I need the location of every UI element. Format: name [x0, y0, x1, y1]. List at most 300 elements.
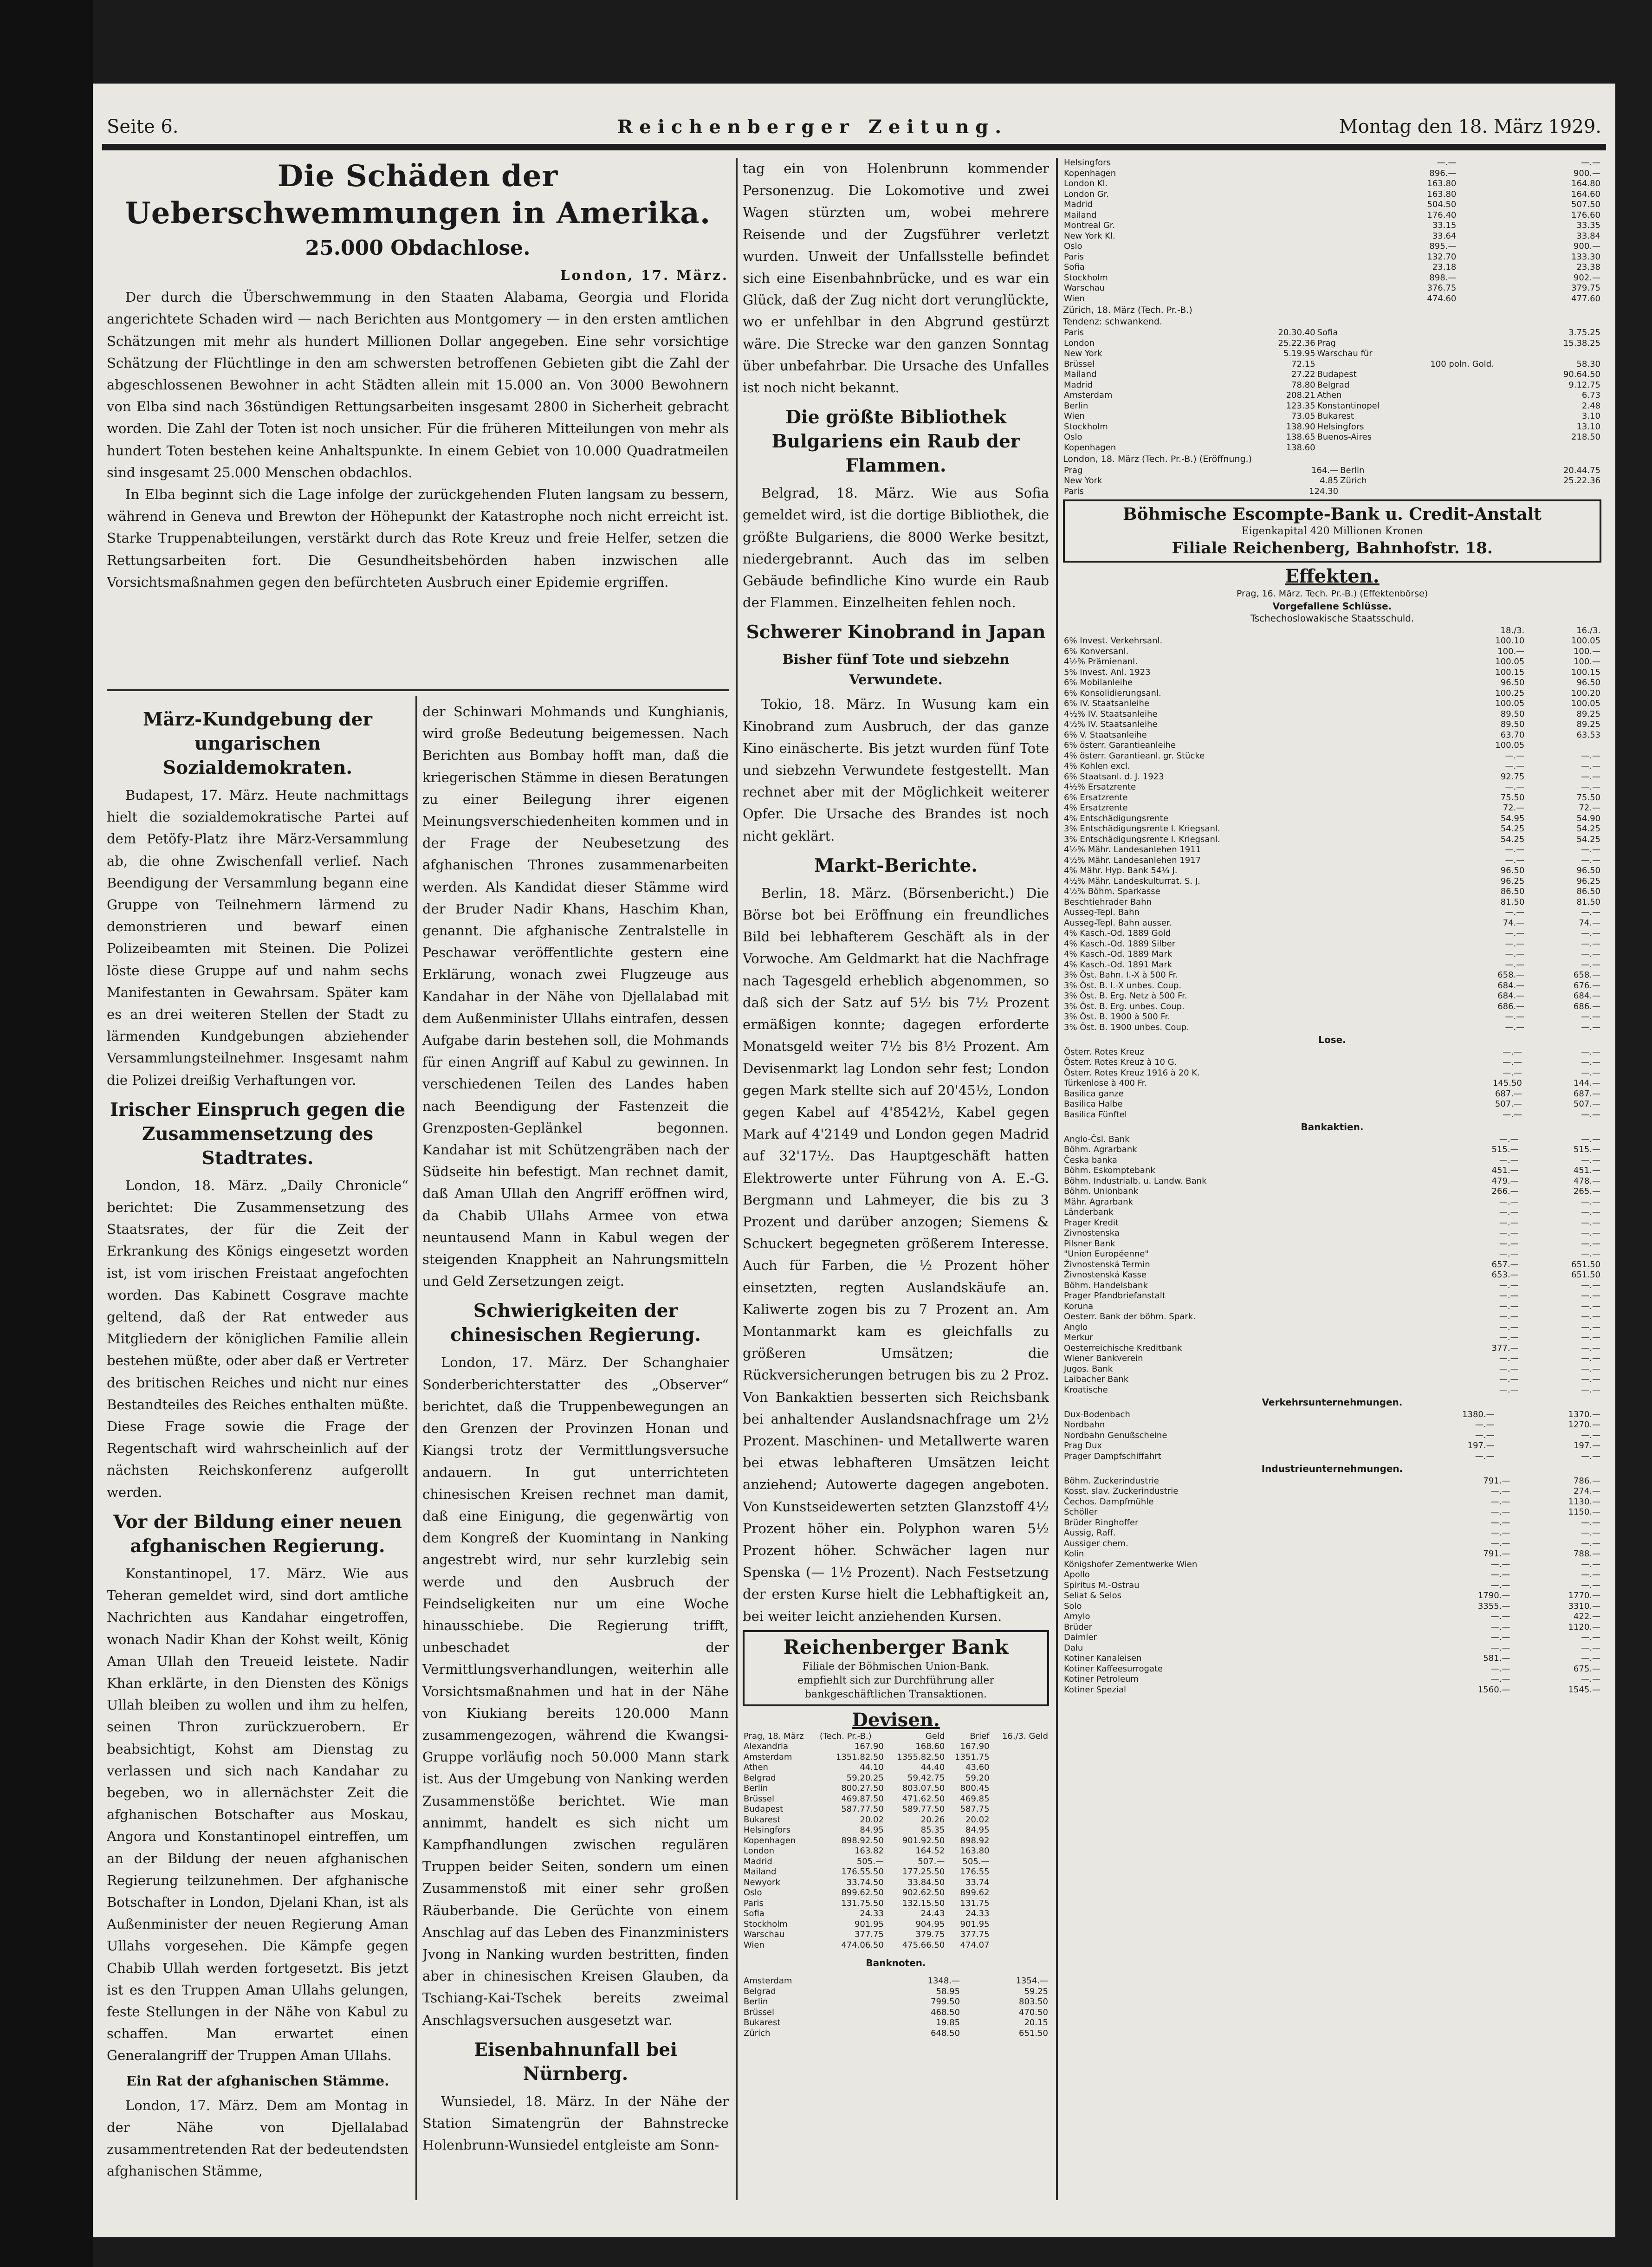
table-cell: Basilica Halbe: [1064, 1099, 1123, 1109]
table-row: [1063, 688, 1601, 699]
table-cell: Seliat & Selos: [1064, 1591, 1121, 1600]
table-cell: 901.95: [960, 1919, 990, 1929]
table-row: [1063, 1249, 1601, 1260]
table-row: [1063, 1497, 1601, 1508]
table-cell: 379.75: [915, 1930, 945, 1940]
table-cell: Österr. Rotes Kreuz à 10 G.: [1064, 1057, 1177, 1067]
table-cell: —.—: [1490, 1517, 1510, 1528]
table-row: [1063, 443, 1601, 453]
table-cell: 895.—: [1429, 241, 1457, 251]
article-paragraph: In Elba beginnt sich die Lage infolge der zurückgehenden Fluten langsam zu bessern, während in Geneva und Brewton der Höhepunkt der Katastrophe noch nicht erreicht ist. Starke Truppenabteilungen, verstärkt durch das Rote Kreuz und freie Helfer, setzen die Rettungsarbeiten fort. Die Gesundheitsbehörden haben inzwischen alle Vorsichtsmaßnahmen gegen den befürchteten Ausbruch einer Epidemie ergriffen.: [107, 486, 729, 590]
table-cell: 78.80: [1291, 380, 1315, 390]
table-cell: —.—: [1499, 1322, 1519, 1332]
table-cell: 4% Kasch.-Od. 1889 Silber: [1064, 939, 1176, 949]
table-cell: 6% V. Staatsanleihe: [1064, 730, 1147, 740]
table-cell: 6% IV. Staatsanleihe: [1064, 699, 1149, 708]
table-row: [1063, 1410, 1601, 1420]
table-cell: 33.84.50: [907, 1877, 945, 1887]
article-title: Die größte Bibliothek Bulgariens ein Raub der Flammen.: [771, 407, 1020, 477]
table-cell: —.—: [1581, 1322, 1600, 1332]
table-row: [1063, 730, 1601, 741]
table-cell: 73.05: [1291, 411, 1315, 421]
table-cell: 470.50: [1019, 2007, 1048, 2017]
table-cell: 589.77.50: [902, 1804, 945, 1814]
table-cell: 92.75: [1500, 771, 1525, 782]
table-row: [743, 1898, 1049, 1909]
table-cell: —.—: [1581, 1385, 1600, 1395]
table-cell: —.—: [1581, 845, 1600, 855]
table-cell: 648.50: [931, 2028, 960, 2038]
table-cell: 86.50: [1576, 887, 1600, 896]
table-cell: 131.75: [960, 1898, 990, 1908]
table-cell: 20.44.75: [1563, 465, 1600, 475]
table-header: Prag, 18. März: [744, 1731, 804, 1741]
table-row: [743, 1815, 1049, 1826]
table-cell: Berlin: [744, 1783, 768, 1794]
table-row: [1063, 1601, 1601, 1612]
table-cell: —.—: [1503, 1057, 1522, 1067]
table-row: [1063, 179, 1601, 189]
table-row: [1063, 636, 1601, 647]
table-row: [1063, 189, 1601, 200]
table-row: [743, 1783, 1049, 1794]
issue-date: Montag den 18. März 1929.: [1339, 116, 1601, 137]
table-cell: 1770.—: [1568, 1591, 1600, 1600]
table-cell: 3355.—: [1477, 1601, 1510, 1611]
table-cell: 168.60: [915, 1742, 945, 1752]
table-cell: —.—: [1581, 1374, 1600, 1384]
table-cell: 20.02: [860, 1814, 884, 1825]
table-row: [743, 1909, 1049, 1919]
table-cell: Kosst. slav. Zuckerindustrie: [1064, 1486, 1179, 1496]
column-rule: [736, 158, 738, 2200]
table-cell: London Kl.: [1064, 179, 1108, 188]
table-cell: 799.50: [931, 1997, 960, 2007]
table-cell: 44.40: [920, 1762, 945, 1773]
table-cell: 33.15: [1432, 220, 1457, 230]
table-cell: 75.50: [1500, 792, 1525, 803]
table-cell: 1348.—: [927, 1976, 960, 1986]
table-cell: —.—: [1581, 1291, 1600, 1301]
banknoten-table: [743, 1976, 1049, 2039]
table-row: [1063, 1643, 1601, 1654]
table-row: [1063, 918, 1601, 929]
table-row: [1063, 1057, 1601, 1068]
table-row: [743, 1930, 1049, 1940]
table-row: [743, 1752, 1049, 1763]
table-cell: Česka banka: [1064, 1155, 1117, 1165]
table-header: Geld: [925, 1731, 945, 1741]
table-cell: 59.42.75: [907, 1773, 945, 1783]
table-cell: 208.21: [1286, 390, 1315, 400]
table-cell: 54.25: [1500, 824, 1525, 834]
table-cell: —.—: [1490, 1674, 1510, 1684]
table-row: [1063, 949, 1601, 960]
table-row: [1063, 1632, 1601, 1643]
table-cell: 96.50: [1576, 678, 1600, 687]
table-cell: —.—: [1581, 751, 1600, 761]
table-row: [743, 1919, 1049, 1930]
table-cell: 265.—: [1573, 1186, 1600, 1196]
table-cell: 58.95: [936, 1986, 960, 1996]
table-row: [1063, 1476, 1601, 1487]
table-row: [1063, 1228, 1601, 1239]
table-cell: 4% Kasch.-Od. 1891 Mark: [1064, 959, 1173, 970]
table-cell: —.—: [1581, 1280, 1600, 1290]
table-cell: Paris: [744, 1898, 764, 1908]
table-cell: 163.80: [1427, 189, 1457, 199]
table-row: [1063, 1281, 1601, 1291]
table-row: [1063, 168, 1601, 179]
table-row: [1063, 390, 1601, 401]
column-4: [1063, 158, 1601, 2214]
table-row: [1063, 1385, 1601, 1396]
table-cell: —.—: [1581, 1155, 1600, 1165]
table-row: [743, 1825, 1049, 1836]
table-row: [1063, 422, 1601, 433]
table-cell: —.—: [1581, 1249, 1600, 1259]
table-cell: Buenos-Aires: [1317, 432, 1372, 442]
table-cell: Berlin: [1064, 401, 1088, 411]
table-cell: Berlin: [1340, 465, 1365, 475]
transport-title: Verkehrsunternehmungen.: [1262, 1397, 1403, 1408]
table-cell: Apollo: [1064, 1570, 1090, 1580]
table-row: [1063, 1518, 1601, 1529]
column-1: [107, 701, 408, 2214]
table-cell: 422.—: [1573, 1612, 1600, 1621]
table-row: [1063, 855, 1601, 866]
table-cell: 133.30: [1571, 252, 1600, 262]
table-cell: 96.25: [1576, 876, 1600, 886]
table-cell: —.—: [1499, 1249, 1519, 1259]
table-cell: Kotiner Petroleum: [1064, 1674, 1139, 1684]
table-cell: 89.50: [1500, 719, 1525, 729]
table-cell: Brüssel: [744, 2007, 774, 2017]
table-row: [743, 1846, 1049, 1857]
table-row: [1063, 1155, 1601, 1166]
table-cell: 898.—: [1429, 272, 1457, 283]
table-cell: 197.—: [1467, 1441, 1495, 1451]
table-cell: New York Kl.: [1064, 231, 1115, 241]
table-cell: 515.—: [1573, 1145, 1600, 1154]
table-cell: —.—: [1490, 1632, 1510, 1642]
zurich-heading: Zürich, 18. März (Tech. Pr.-B.): [1063, 305, 1192, 315]
table-cell: 4½% IV. Staatsanleihe: [1064, 719, 1158, 729]
table-cell: 1120.—: [1568, 1622, 1600, 1632]
table-cell: 786.—: [1573, 1476, 1600, 1486]
article-title: Schwerer Kinobrand in Japan: [746, 622, 1046, 643]
table-cell: Laibacher Bank: [1064, 1374, 1129, 1384]
table-cell: 1355.82.50: [897, 1752, 945, 1762]
rates-table: [1063, 158, 1601, 304]
table-row: [1063, 283, 1601, 294]
table-cell: 100.—: [1573, 657, 1600, 667]
table-row: [1063, 1451, 1601, 1462]
table-cell: 657.—: [1491, 1259, 1519, 1270]
table-row: [1063, 1560, 1601, 1570]
table-cell: Athen: [1317, 390, 1342, 400]
table-cell: —.—: [1490, 1664, 1510, 1674]
table-cell: Kopenhagen: [1064, 442, 1116, 453]
bank-name: Böhmische Escompte-Bank u. Credit-Anstalt: [1123, 505, 1542, 524]
industry-table: [1063, 1476, 1601, 1696]
table-cell: —.—: [1581, 1047, 1600, 1057]
table-row: [1063, 772, 1601, 783]
table-cell: Warschau: [1064, 283, 1105, 293]
table-cell: Wiener Bankverein: [1064, 1354, 1143, 1363]
table-cell: 96.50: [1500, 866, 1525, 875]
table-cell: [1495, 349, 1601, 359]
table-cell: 684.—: [1497, 980, 1525, 991]
table-cell: 23.38: [1576, 262, 1600, 272]
table-cell: London: [1064, 338, 1095, 348]
table-row: [1063, 411, 1601, 422]
running-head: [107, 116, 1601, 144]
table-row: [1063, 1002, 1601, 1012]
article-title: Ein Rat der afghanischen Stämme.: [126, 2073, 389, 2089]
table-cell: 4% Ersatzrente: [1064, 803, 1128, 813]
table-cell: 507.—: [1495, 1099, 1522, 1109]
table-row: [1063, 928, 1601, 939]
table-cell: 23.18: [1432, 262, 1457, 272]
table-cell: 379.75: [1571, 283, 1600, 293]
table-cell: 651.50: [1571, 1259, 1600, 1270]
table-cell: Amsterdam: [744, 1976, 792, 1986]
table-row: [1063, 647, 1601, 657]
table-cell: Mailand: [1064, 210, 1097, 220]
table-cell: —.—: [1499, 1364, 1519, 1374]
table-cell: 100.—: [1497, 646, 1525, 656]
column-rule: [415, 696, 417, 2200]
table-row: [1063, 1166, 1601, 1176]
table-row: [1063, 1653, 1601, 1664]
table-cell: —.—: [1490, 1570, 1510, 1580]
table-cell: 144.—: [1573, 1078, 1600, 1088]
table-cell: 44.10: [860, 1762, 884, 1773]
table-cell: —.—: [1475, 1451, 1495, 1461]
table-row: [1063, 1486, 1601, 1497]
table-row: [1063, 824, 1601, 835]
table-cell: 1150.—: [1568, 1507, 1600, 1517]
article-paragraph: Konstantinopel, 17. März. Wie aus Teheran gemeldet wird, sind dort amtliche Nachrichten aus Kandahar eingetroffen, wonach Nadir Khan der Kohst weilt, König Aman Ullah den Treueid leistete. Nadir Khan erklärte, in den Diensten des Königs Ullah bleiben zu wollen und ihm zu helfen, seinen Thron zurückzuerobern. Er beabsichtigt, Kohst am Dienstag zu verlassen und sich nach Kandahar zu begeben, wo in allernächster Zeit die afghanischen Botschafter aus Moskau, Angora und Konstantinopel eintreffen, um an der Bildung der neuen afghanischen Regierung teilzunehmen. Der afghanische Botschafter in London, Djelani Khan, ist als Außenminister der neuen Regierung Aman Ullahs vorgesehen. Die Kämpfe gegen Chabib Ullah werden fortgesetzt. Bis jetzt ist es den Truppen Aman Ullahs gelungen, feste Stellungen in der Nähe von Kabul zu schaffen. Man erwartet einen Generalangriff der Truppen Aman Ullahs.: [107, 1565, 408, 2064]
table-row: [1063, 158, 1601, 168]
table-cell: 274.—: [1573, 1486, 1600, 1496]
table-cell: 788.—: [1573, 1549, 1600, 1559]
table-cell: 505.—: [962, 1856, 990, 1866]
table-cell: —.—: [1505, 907, 1525, 917]
table-row: [1063, 1110, 1601, 1121]
table-cell: 96.50: [1576, 866, 1600, 875]
table-cell: 74.—: [1579, 918, 1600, 928]
table-cell: —.—: [1505, 959, 1525, 970]
article-paragraph: Wunsiedel, 18. März. In der Nähe der Station Simatengrün der Bahnstrecke Holenbrunn-Wunsiedel entgleiste am Sonn-: [422, 2093, 729, 2153]
table-cell: 468.50: [931, 2007, 960, 2017]
table-row: [1063, 960, 1601, 971]
table-row: [1063, 262, 1601, 273]
table-cell: 5.19.95: [1283, 349, 1315, 358]
table-cell: 176.40: [1427, 210, 1457, 220]
table-cell: 4% Entschädigungsrente: [1064, 813, 1168, 823]
table-cell: 1545.—: [1568, 1684, 1600, 1695]
table-cell: Paris: [1064, 486, 1084, 496]
table-cell: 85.35: [920, 1825, 945, 1835]
table-cell: Dux-Bodenbach: [1064, 1409, 1130, 1419]
table-row: [1063, 294, 1601, 304]
banknoten-rows: [743, 1976, 1049, 2039]
table-cell: 900.—: [1573, 168, 1600, 178]
table-cell: 86.50: [1500, 887, 1525, 896]
table-cell: —.—: [1581, 1012, 1600, 1022]
article-paragraph: Budapest, 17. März. Heute nachmittags hielt die sozialdemokratische Partei auf dem Petöfy-Platz ihre März-Versammlung ab, die ohne Zwischenfall verlief. Nach Beendigung der Versammlung begann eine Gruppe von Teilnehmern lärmend zu demonstrieren und bewarf einen Polizeibeamten mit Steinen. Die Polizei löste diese Gruppe auf und nahm sechs Manifestanten in Gewahrsam. Später kam es an drei weiteren Stellen der Stadt zu lärmenden Kundgebungen abziehender Versammlungsteilnehmer. Insgesamt nahm die Polizei dreißig Verhaftungen vor.: [107, 787, 408, 1088]
table-row: [1063, 231, 1601, 242]
table-cell: 1351.82.50: [836, 1752, 884, 1762]
scan-border: [0, 0, 93, 2267]
article-title: Eisenbahnunfall bei Nürnberg.: [474, 2039, 677, 2085]
table-cell: —.—: [1490, 1538, 1510, 1548]
table-cell: —.—: [1505, 855, 1525, 865]
table-cell: 451.—: [1491, 1166, 1519, 1175]
table-cell: 377.75: [854, 1930, 884, 1940]
table-cell: Sofia: [1064, 262, 1085, 272]
table-cell: —.—: [1503, 1068, 1522, 1078]
table-row: [1063, 1176, 1601, 1187]
table-row: [1063, 897, 1601, 908]
table-cell: 5% Invest. Anl. 1923: [1064, 667, 1151, 677]
table-cell: 904.95: [915, 1919, 945, 1929]
table-cell: Österr. Rotes Kreuz: [1064, 1047, 1144, 1057]
table-cell: —.—: [1499, 1374, 1519, 1384]
table-cell: 791.—: [1483, 1476, 1510, 1486]
table-cell: —.—: [1499, 1207, 1519, 1217]
table-row: [1063, 1078, 1601, 1089]
table-cell: Kotiner Kaffeesurrogate: [1064, 1664, 1163, 1674]
table-cell: Prager Kredit: [1064, 1218, 1119, 1228]
table-row: [743, 2008, 1049, 2018]
table-header: Brief: [970, 1731, 990, 1741]
table-cell: 6% Konversanl.: [1064, 646, 1129, 656]
article-title: März-Kundgebung der ungarischen Sozialdemokraten.: [143, 709, 372, 778]
table-row: [1063, 220, 1601, 231]
article-subtitle: 25.000 Obdachlose.: [305, 236, 531, 260]
table-cell: 3.75.25: [1568, 328, 1600, 337]
table-cell: 4% Kasch.-Od. 1889 Gold: [1064, 928, 1171, 938]
table-cell: 54.95: [1500, 813, 1525, 823]
bank-shares-table: [1063, 1134, 1601, 1396]
table-row: [1063, 991, 1601, 1002]
table-cell: 15.38.25: [1563, 338, 1600, 348]
table-cell: 72.—: [1503, 803, 1525, 813]
table-row: [1063, 476, 1601, 486]
table-row: [1063, 466, 1601, 476]
table-cell: 72.—: [1579, 803, 1600, 813]
table-cell: —.—: [1490, 1507, 1510, 1517]
table-cell: Mailand: [744, 1867, 777, 1877]
table-cell: 4% Mähr. Hyp. Bank 54¼ J.: [1064, 866, 1178, 875]
devisen-rows: [743, 1742, 1049, 1950]
table-cell: 686.—: [1573, 1001, 1600, 1011]
article-paragraph: London, 17. März. Der Schanghaier Sonderberichterstatter des „Observer“ berichtet, daß die Truppenbewegungen an den Grenzen der Provinzen Honan und Kiangsi trotz der Vermittlungsversuche andauern. In gut unterrichteten chinesischen Kreisen rechnet man damit, daß eine Einigung, die gegenwärtig von dem Kongreß der Kuomintang in Nanking angestrebt wird, nur sehr kurzlebig sein werde und den Ausbruch der Feindseligkeiten nur um eine Woche hinausschiebe. Die Regierung trifft, unbeschadet der Vermittlungsverhandlungen, weiterhin alle Vorsichtsmaßnahmen und hat in der Nähe von Kiukiang bereits 120.000 Mann zusammengezogen, während die Kwangsi-Gruppe vorläufig noch 50.000 Mann stark ist. Aus der Umgebung von Nanking werden Zusammenstöße berichtet. Wie man annimmt, handelt es sich nicht um Kampfhandlungen zwischen regulären Truppen beider Seiten, sondern um einen Zusammenstoß mit einer sehr großen Räuberbande. Die Gerüchte von einem Anschlag auf das Leben des Finanzministers Jvong in Nanking wurden bestritten, finden aber in chinesischen Kreisen Glauben, da Tschiang-Kai-Tschek bereits zweimal Anschlagsversuchen ausgesetzt war.: [422, 1354, 729, 2028]
table-cell: 675.—: [1573, 1664, 1600, 1674]
bank-capital: Eigenkapital 420 Millionen Kronen: [1241, 525, 1423, 537]
table-cell: Anglo: [1064, 1322, 1088, 1332]
bank-branch: Filiale Reichenberg, Bahnhofstr. 18.: [1172, 539, 1493, 557]
table-cell: Solo: [1064, 1601, 1082, 1611]
table-cell: —.—: [1505, 928, 1525, 938]
table-cell: 1351.75: [955, 1752, 990, 1762]
table-row: [1063, 678, 1601, 688]
table-cell: 3% Öst. B. 1900 à 500 Fr.: [1064, 1012, 1170, 1022]
table-cell: —.—: [1505, 1012, 1525, 1022]
table-row: [1063, 1012, 1601, 1023]
table-cell: 33.35: [1576, 220, 1600, 230]
table-cell: 90.64.50: [1563, 369, 1600, 379]
table-cell: 33.64: [1432, 231, 1457, 241]
table-row: [1063, 1145, 1601, 1155]
london-heading: London, 18. März (Tech. Pr.-B.) (Eröffnung.): [1063, 454, 1252, 464]
table-row: [743, 1888, 1049, 1898]
table-cell: Brüssel: [1064, 359, 1095, 369]
table-cell: 658.—: [1573, 970, 1600, 980]
table-row: [1063, 1343, 1601, 1354]
table-cell: 6.73: [1581, 390, 1600, 400]
table-cell: Athen: [744, 1762, 768, 1773]
bank-advertisement: [743, 1630, 1049, 1706]
divider: [107, 689, 729, 691]
table-cell: —.—: [1499, 1301, 1519, 1311]
table-cell: —.—: [1499, 1134, 1519, 1144]
table-row: [1063, 719, 1601, 730]
table-row: [1063, 1549, 1601, 1560]
table-cell: Kolin: [1064, 1549, 1084, 1559]
table-cell: 81.50: [1576, 897, 1600, 907]
effekten-subheading: Vorgefallene Schlüsse.: [1272, 600, 1392, 612]
table-cell: —.—: [1581, 158, 1600, 168]
table-row: [1063, 1322, 1601, 1333]
table-cell: —.—: [1581, 1343, 1600, 1353]
article-paragraph: tag ein von Holenbrunn kommender Personenzug. Die Lokomotive und zwei Wagen stürzten um, wobei mehrere Reisende und der Zugsführer verletzt wurden. Unweit der Unfallsstelle befindet sich eine Eisenbahnbrücke, und es war ein Glück, daß der Zug nicht dort verunglückte, wo er unfehlbar in den Abgrund gestürzt wäre. Die Strecke war den ganzen Sonntag über unbefahrbar. Die Ursache des Unfalles ist noch nicht bekannt.: [743, 161, 1049, 396]
table-cell: Prag: [1064, 465, 1083, 475]
table-header: [1063, 626, 1450, 636]
table-cell: Böhm. Agrarbank: [1064, 1145, 1137, 1154]
table-cell: 138.60: [1286, 442, 1315, 453]
table-cell: Nordbahn Genußscheine: [1064, 1430, 1167, 1440]
table-cell: 197.—: [1573, 1441, 1600, 1451]
table-cell: —.—: [1581, 1354, 1600, 1363]
table-cell: 100.05: [1571, 636, 1600, 646]
table-row: [1063, 432, 1601, 443]
table-row: [1063, 1302, 1601, 1312]
table-cell: 20.15: [1024, 2018, 1048, 2028]
table-cell: —.—: [1437, 158, 1457, 168]
table-row: [743, 1976, 1049, 1987]
table-row: [1063, 981, 1601, 991]
table-row: [1063, 1685, 1601, 1696]
table-row: [1063, 1260, 1601, 1270]
table-cell: Belgrad: [744, 1773, 776, 1783]
table-cell: 684.—: [1497, 991, 1525, 1001]
table-row: [1063, 1612, 1601, 1622]
table-cell: 89.25: [1576, 709, 1600, 719]
table-row: [1063, 210, 1601, 221]
zurich-table: [1063, 328, 1601, 453]
table-cell: Budapest: [1317, 369, 1357, 379]
table-cell: Madrid: [1064, 380, 1093, 390]
table-row: [1063, 803, 1601, 814]
table-cell: Brüssel: [744, 1794, 774, 1804]
table-row: [1063, 1270, 1601, 1281]
header-rule: [102, 144, 1606, 150]
table-cell: —.—: [1581, 1643, 1600, 1653]
